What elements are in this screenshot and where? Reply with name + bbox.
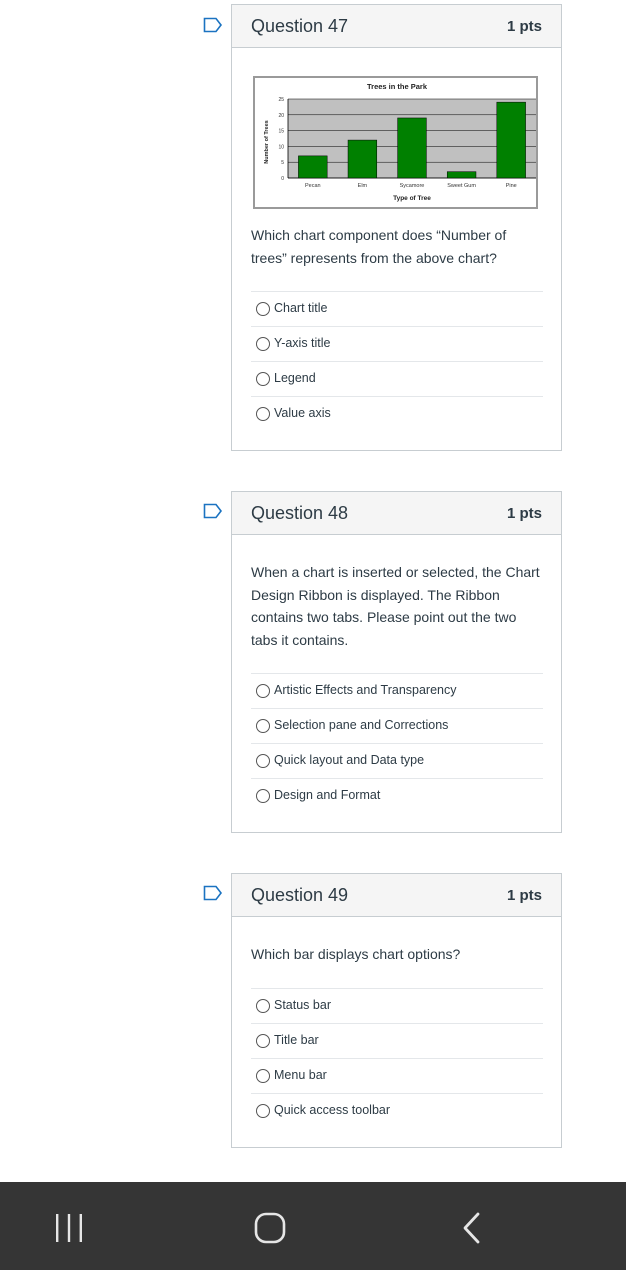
answer-label[interactable]: Menu bar [274, 1068, 327, 1082]
answer-label[interactable]: Y-axis title [274, 336, 331, 350]
chart-x-tick-label: Elm [357, 183, 368, 189]
chart-bar [348, 140, 377, 178]
radio-button[interactable] [256, 302, 270, 316]
answer-option[interactable] [251, 708, 543, 743]
question-card-48 [231, 491, 562, 833]
answer-label[interactable]: Chart title [274, 301, 328, 315]
answer-option[interactable] [251, 988, 543, 1023]
question-title: Question 47 [251, 16, 349, 36]
recent-apps-icon[interactable] [52, 1210, 86, 1246]
chart-y-tick-label: 20 [278, 112, 284, 119]
radio-button[interactable] [256, 1069, 270, 1083]
question-title: Question 49 [251, 885, 349, 905]
radio-button[interactable] [256, 1034, 270, 1048]
chart-y-axis-title: Number of Trees [264, 120, 270, 164]
radio-button[interactable] [256, 407, 270, 421]
answer-list [251, 291, 543, 431]
radio-button[interactable] [256, 789, 270, 803]
answer-label[interactable]: Title bar [274, 1033, 319, 1047]
chart-bar [398, 118, 427, 178]
chart-y-tick-label: 25 [278, 97, 284, 103]
bar-chart [255, 78, 536, 207]
chart-image [253, 76, 538, 209]
question-header [232, 492, 561, 535]
back-icon[interactable] [458, 1210, 486, 1246]
question-points: 1 pts [506, 505, 542, 522]
chart-x-tick-label: Sweet Gum [447, 183, 476, 189]
system-navigation-bar [0, 1182, 626, 1270]
question-card-49 [231, 873, 562, 1148]
question-points: 1 pts [506, 887, 542, 904]
answer-option[interactable] [251, 778, 543, 813]
answer-option[interactable] [251, 361, 543, 396]
answer-list [251, 673, 543, 813]
answer-label[interactable]: Quick access toolbar [274, 1103, 391, 1117]
radio-button[interactable] [256, 754, 270, 768]
chart-x-axis-title: Type of Tree [393, 195, 431, 202]
answer-option[interactable] [251, 326, 543, 361]
answer-list [251, 988, 543, 1128]
chart-bar [497, 102, 526, 178]
home-icon[interactable] [252, 1210, 288, 1246]
question-text: Which bar displays chart options? [251, 946, 461, 962]
radio-button[interactable] [256, 719, 270, 733]
answer-label[interactable]: Design and Format [274, 788, 381, 802]
answer-option[interactable] [251, 1093, 543, 1128]
question-card-47 [231, 4, 562, 451]
question-text: When a chart is inserted or selected, the Chart Design Ribbon is displayed. The Ribbon contains two tabs. Please point out the two tabs it contains. [251, 564, 540, 648]
question-text: Which chart component does “Number of trees” represents from the above chart? [251, 227, 507, 266]
answer-label[interactable]: Legend [274, 371, 316, 385]
chart-y-tick-label: 15 [278, 128, 284, 135]
chart-x-tick-label: Pine [505, 183, 517, 189]
question-title: Question 48 [251, 503, 349, 523]
answer-option[interactable] [251, 1058, 543, 1093]
question-points: 1 pts [506, 18, 542, 35]
question-header [232, 5, 561, 48]
chart-title: Trees in the Park [366, 82, 428, 91]
radio-button[interactable] [256, 1104, 270, 1118]
answer-option[interactable] [251, 1023, 543, 1058]
bookmark-flag-icon[interactable] [203, 885, 223, 901]
answer-label[interactable]: Quick layout and Data type [274, 753, 425, 767]
radio-button[interactable] [256, 684, 270, 698]
chart-bar [447, 172, 476, 178]
bookmark-flag-icon[interactable] [203, 503, 223, 519]
answer-option[interactable] [251, 396, 543, 431]
radio-button[interactable] [256, 337, 270, 351]
answer-option[interactable] [251, 673, 543, 708]
answer-option[interactable] [251, 291, 543, 326]
answer-label[interactable]: Value axis [274, 406, 331, 420]
chart-x-tick-label: Pecan [304, 183, 321, 189]
answer-label[interactable]: Artistic Effects and Transparency [274, 683, 457, 697]
chart-y-tick-label: 0 [281, 176, 284, 182]
radio-button[interactable] [256, 999, 270, 1013]
bookmark-flag-icon[interactable] [203, 17, 223, 33]
answer-label[interactable]: Status bar [274, 998, 331, 1012]
answer-option[interactable] [251, 743, 543, 778]
answer-label[interactable]: Selection pane and Corrections [274, 718, 449, 732]
chart-y-tick-label: 10 [278, 144, 284, 151]
chart-y-tick-label: 5 [281, 160, 284, 167]
question-header [232, 874, 561, 917]
chart-bar [298, 156, 327, 178]
radio-button[interactable] [256, 372, 270, 386]
chart-x-tick-label: Sycamore [399, 183, 425, 189]
